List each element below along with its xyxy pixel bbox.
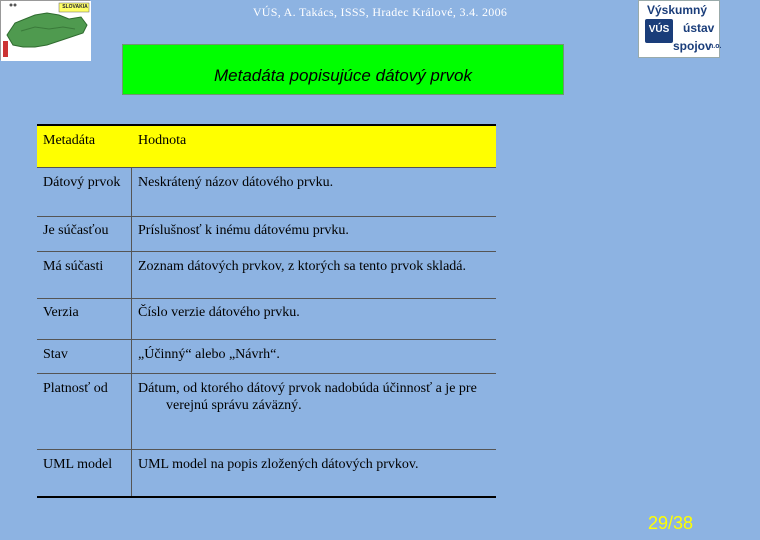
metadata-table	[37, 124, 496, 498]
table-row	[37, 168, 496, 217]
row-name: Platnosť od	[43, 381, 108, 396]
vus-logo-mark	[645, 19, 673, 43]
row-name: Dátový prvok	[43, 175, 121, 190]
vus-logo-mark-text: VÚS	[648, 24, 670, 35]
table-row	[37, 217, 496, 252]
row-value: Číslo verzie dátového prvku.	[138, 305, 300, 320]
slovakia-map-logo	[0, 0, 90, 60]
table-row	[37, 340, 496, 374]
row-value: Neskrátený názov dátového prvku.	[138, 175, 334, 190]
row-value: Príslušnosť k inému dátovému prvku.	[138, 223, 349, 238]
table-row	[37, 299, 496, 340]
row-value: Dátum, od ktorého dátový prvok nadobúda účinnosť a je pre verejnú správu záväzný.	[138, 381, 477, 413]
table-row	[37, 450, 496, 496]
table-row	[37, 252, 496, 299]
row-value: Zoznam dátových prvkov, z ktorých sa tento prvok skladá.	[138, 259, 467, 274]
row-value: UML model na popis zložených dátových prvkov.	[138, 457, 419, 472]
row-value: „Účinný“ alebo „Návrh“.	[138, 347, 280, 362]
vus-logo	[638, 0, 720, 58]
header-value: Hodnota	[138, 133, 187, 148]
header-metadata: Metadáta	[43, 133, 96, 148]
slide-title: Metadáta popisujúce dátový prvok	[214, 66, 472, 85]
row-name: Je súčasťou	[43, 223, 109, 238]
row-name: Verzia	[43, 305, 79, 320]
row-name: Stav	[43, 347, 68, 362]
vus-logo-line3: spojov	[673, 39, 712, 53]
slide-header: VÚS, A. Takács, ISSS, Hradec Králové, 3.4. 2006	[252, 5, 508, 19]
vus-logo-line2: ústav	[683, 21, 715, 35]
table-row	[37, 374, 496, 450]
map-country-label: SLOVAKIA	[62, 4, 88, 10]
vus-logo-line1: Výskumný	[647, 3, 708, 17]
table-header-row	[37, 126, 496, 168]
slide-title-box	[122, 44, 564, 95]
row-name: UML model	[43, 457, 113, 472]
vus-logo-suffix: n.o.	[709, 43, 722, 50]
page-number: 29/38	[648, 513, 694, 533]
row-name: Má súčasti	[43, 259, 104, 274]
